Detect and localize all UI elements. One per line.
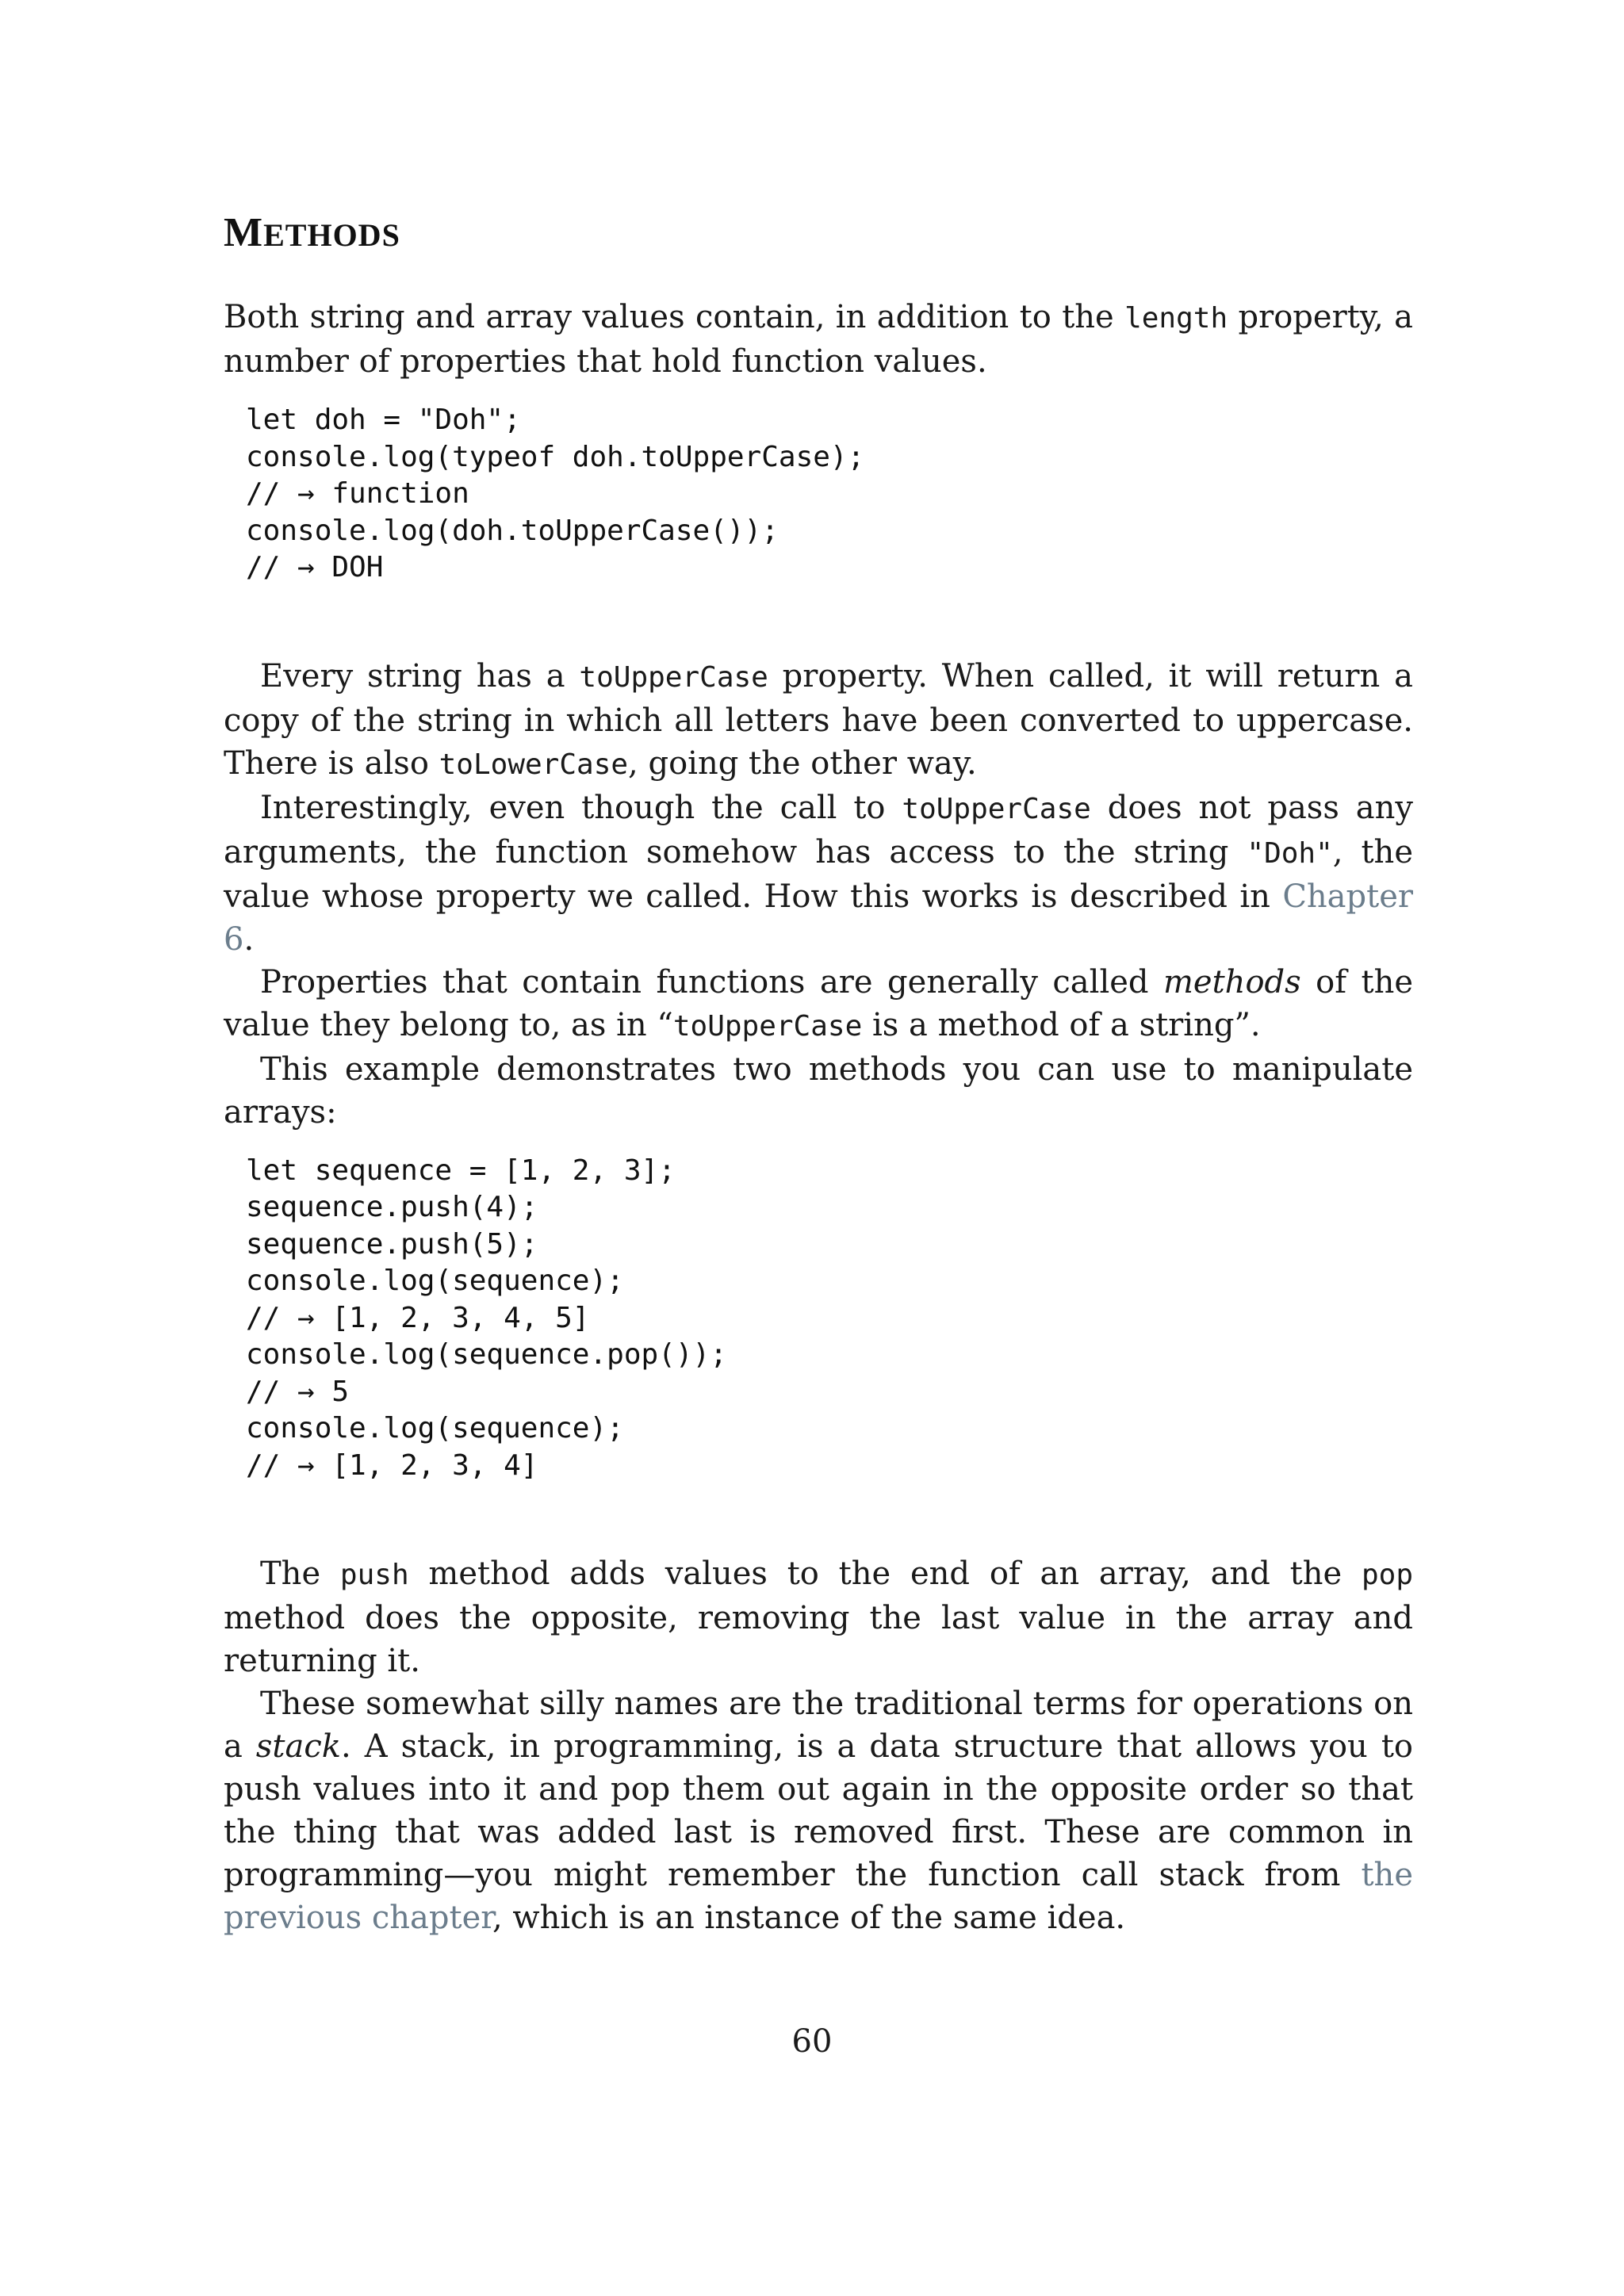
text-span: does not pass any arguments, the function somehow has access to the string [224, 789, 1413, 871]
inline-code: push [339, 1559, 409, 1591]
inline-code: pop [1361, 1559, 1413, 1591]
text-span: is a method of a string”. [862, 1006, 1261, 1043]
heading-initial: M [224, 210, 264, 255]
text-span: Both string and array values contain, in addition to the [224, 299, 1125, 335]
code-line: console.log(sequence); [246, 1265, 624, 1297]
inline-code: length [1124, 302, 1228, 335]
section-heading [224, 208, 1413, 261]
chapter-6-link[interactable]: Chapter 6 [224, 878, 1413, 958]
page-content [224, 208, 1413, 1939]
text-span: Properties that contain functions are generally called [260, 963, 1163, 1001]
inline-code: toLowerCase [439, 748, 629, 781]
text-span: Every string has a [260, 657, 580, 695]
text-span: The [260, 1556, 340, 1592]
inline-code: "Doh" [1247, 836, 1333, 870]
text-span: . A stack, in programming, is a data structure that allows you to push values into it and pop them out again in the opposite order so that the thing that was added last is removed first. These are common in programming—you might remember the function call stack from [224, 1728, 1413, 1893]
code-line: let doh = "Doh"; [246, 404, 521, 436]
text-span: of the value they belong to, as in “ [224, 963, 1414, 1043]
code-line: sequence.push(4); [246, 1191, 538, 1223]
inline-code: toUpperCase [902, 792, 1091, 825]
inline-code: toUpperCase [579, 660, 768, 694]
text-span: property, a number of properties that hold function values. [224, 299, 1413, 380]
paragraph-touppercase [224, 655, 1413, 786]
code-line: // → function [246, 477, 469, 510]
code-block-sequence [246, 1153, 1413, 1485]
paragraph-intro [224, 296, 1413, 383]
paragraph-stack [224, 1682, 1413, 1939]
text-span: These somewhat silly names are the traditional terms for operations on a [224, 1686, 1413, 1765]
text-span: property. When called, it will return a copy of the string in which all letters have been converted to uppercase. There is also [224, 657, 1413, 782]
text-span: , going the other way. [628, 744, 977, 782]
emphasis: methods [1163, 963, 1301, 1001]
paragraph-example-intro [224, 1048, 1413, 1134]
page-number: 60 [791, 2023, 833, 2060]
code-line: let sequence = [1, 2, 3]; [246, 1154, 676, 1187]
code-line: // → [1, 2, 3, 4] [246, 1448, 538, 1482]
code-line: console.log(sequence.pop()); [246, 1338, 727, 1371]
paragraph-interestingly [224, 786, 1413, 961]
emphasis: stack [255, 1728, 341, 1765]
code-line: console.log(doh.toUpperCase()); [246, 514, 779, 547]
paragraph-methods-definition [224, 961, 1413, 1048]
text-span: method adds values to the end of an array, and the [408, 1556, 1362, 1592]
spacer [224, 587, 1413, 655]
text-span: method does the opposite, removing the last value in the array and returning it. [224, 1600, 1413, 1679]
code-block-doh [246, 402, 1413, 587]
text-span: Interestingly, even though the call to [260, 789, 902, 826]
text-span: , the value whose property we called. How this works is described in [224, 833, 1413, 915]
code-line: console.log(sequence); [246, 1412, 624, 1445]
text-span: , which is an instance of the same idea. [492, 1900, 1126, 1936]
code-line: sequence.push(5); [246, 1227, 538, 1261]
text-span: . [243, 920, 255, 958]
code-line: // → [1, 2, 3, 4, 5] [246, 1301, 590, 1334]
code-line: console.log(typeof doh.toUpperCase); [246, 440, 865, 473]
inline-code: toUpperCase [672, 1009, 863, 1043]
paragraph-push-pop [224, 1552, 1413, 1682]
previous-chapter-link[interactable]: the previous chapter [224, 1857, 1413, 1936]
text-span: This example demonstrates two methods you can use to manipulate arrays: [224, 1050, 1413, 1131]
code-line: // → DOH [246, 551, 384, 584]
spacer [224, 1484, 1413, 1552]
heading-rest: ETHODS [263, 217, 400, 253]
code-line: // → 5 [246, 1375, 350, 1408]
